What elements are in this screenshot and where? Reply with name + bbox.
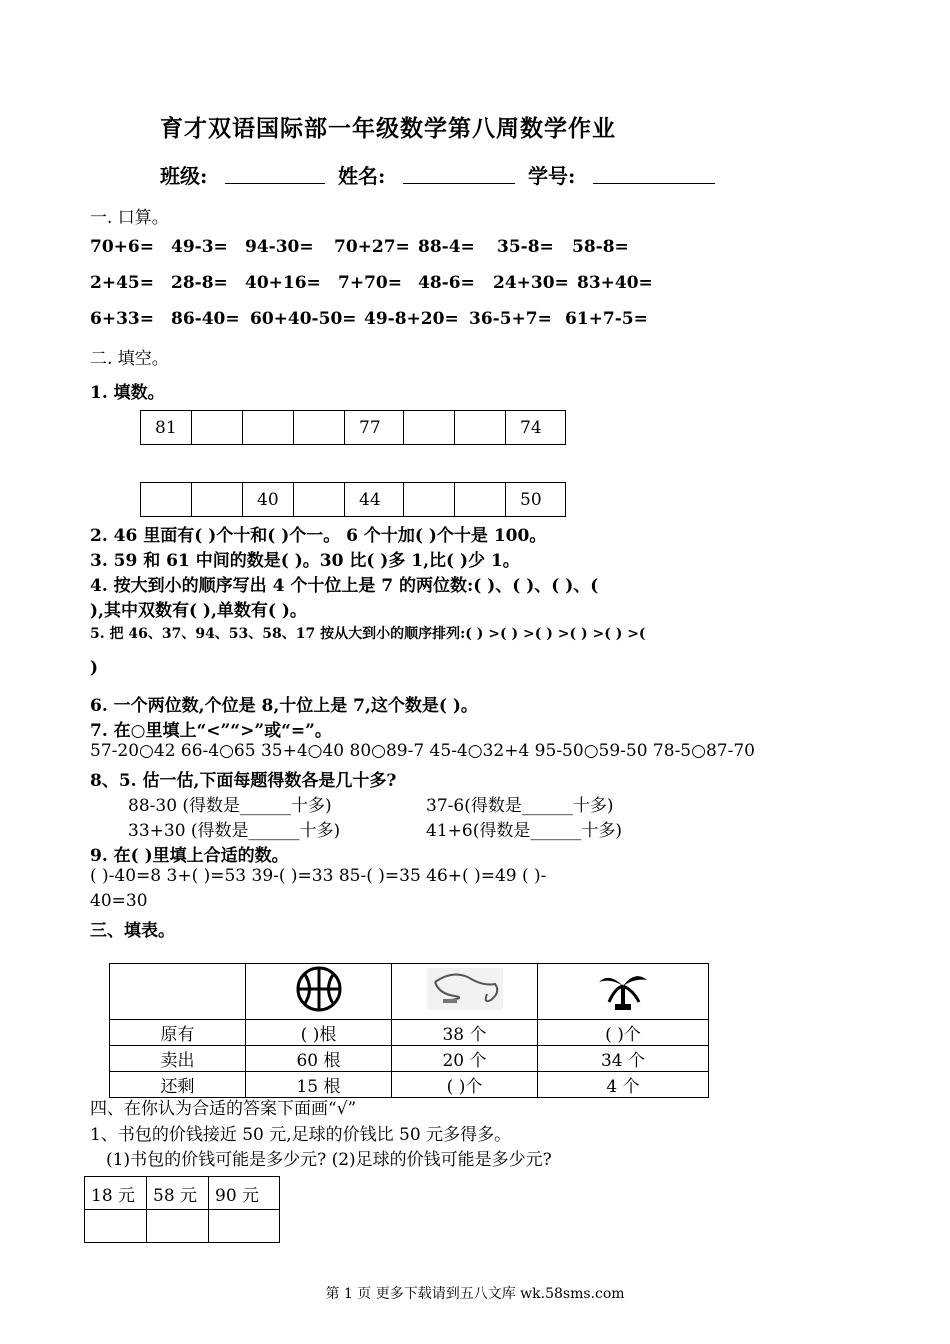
calc-item: 35-8= [497, 237, 554, 257]
calc-item: 70+6= [90, 237, 154, 257]
question-9-items: ( )-40=8 3+( )=53 39-( )=33 85-( )=35 46+( )=49 ( )- [90, 866, 547, 886]
sequence-cell[interactable] [192, 483, 243, 517]
jump-rope-icon [425, 966, 505, 1012]
section-1-title: 一. 口算。 [90, 208, 169, 228]
question-7-items: 57-20○42 66-4○65 35+4○40 80○89-7 45-4○32+4 95-50○59-50 78-5○87-70 [90, 741, 755, 761]
row-label: 还剩 [110, 1072, 246, 1098]
estimate-item: 88-30 (得数是______十多) [128, 796, 332, 816]
question-5-line-2: ) [90, 658, 99, 678]
price-option: 58 元 [147, 1177, 209, 1210]
price-table [84, 1176, 280, 1243]
table-cell: 38 个 [392, 1020, 538, 1046]
sequence-cell[interactable] [141, 483, 192, 517]
answer-cell[interactable] [147, 1210, 209, 1243]
name-blank[interactable] [403, 183, 515, 184]
table-cell[interactable]: ( )个 [392, 1072, 538, 1098]
calc-item: 83+40= [577, 273, 653, 293]
number-sequence-1 [140, 410, 566, 445]
calc-item: 60+40-50= [250, 309, 357, 329]
table-cell: 34 个 [538, 1046, 709, 1072]
table-cell: 15 根 [246, 1072, 392, 1098]
calc-item: 70+27= [334, 237, 410, 257]
calc-item: 49-3= [171, 237, 228, 257]
section-2-title: 二. 填空。 [90, 349, 169, 369]
number-sequence-2 [140, 482, 566, 517]
section-4-subquestions: (1)书包的价钱可能是多少元? (2)足球的价钱可能是多少元? [106, 1150, 552, 1170]
estimate-item: 33+30 (得数是______十多) [128, 821, 341, 841]
question-9: 9. 在( )里填上合适的数。 [90, 846, 289, 866]
calc-item: 24+30= [493, 273, 569, 293]
question-9-tail: 40=30 [90, 891, 148, 911]
table-corner [110, 964, 246, 1020]
sequence-cell: 44 [345, 483, 404, 517]
table-header-jump-rope [392, 964, 538, 1020]
question-3: 3. 59 和 61 中间的数是( )。30 比( )多 1,比( )少 1。 [90, 551, 520, 571]
calc-item: 49-8+20= [364, 309, 459, 329]
table-header-ball [246, 964, 392, 1020]
page-footer: 第 1 页 更多下载请到五八文库 wk.58sms.com [325, 1286, 625, 1302]
price-option: 90 元 [209, 1177, 280, 1210]
palm-tree-icon [595, 966, 651, 1012]
calc-item: 6+33= [90, 309, 154, 329]
name-label: 姓名: [338, 164, 386, 188]
question-8: 8、5. 估一估,下面每题得数各是几十多? [90, 771, 397, 791]
row-label: 原有 [110, 1020, 246, 1046]
sequence-cell[interactable] [243, 411, 294, 445]
calc-item: 48-6= [418, 273, 475, 293]
number-label: 学号: [528, 164, 576, 188]
question-7: 7. 在○里填上“<”“>”或“=”。 [90, 721, 332, 741]
sequence-cell: 40 [243, 483, 294, 517]
page-title: 育才双语国际部一年级数学第八周数学作业 [160, 115, 616, 142]
table-cell: 4 个 [538, 1072, 709, 1098]
calc-item: 2+45= [90, 273, 154, 293]
sequence-cell[interactable] [455, 411, 506, 445]
estimate-item: 41+6(得数是______十多) [426, 821, 622, 841]
class-blank[interactable] [225, 183, 325, 184]
calc-item: 40+16= [245, 273, 321, 293]
question-6: 6. 一个两位数,个位是 8,十位上是 7,这个数是( )。 [90, 696, 478, 716]
calc-item: 7+70= [338, 273, 402, 293]
table-cell: 60 根 [246, 1046, 392, 1072]
section-4-title: 四、在你认为合适的答案下面画“√” [90, 1099, 357, 1119]
answer-cell[interactable] [85, 1210, 147, 1243]
calc-item: 28-8= [171, 273, 228, 293]
price-option: 18 元 [85, 1177, 147, 1210]
table-cell[interactable]: ( )根 [246, 1020, 392, 1046]
answer-cell[interactable] [209, 1210, 280, 1243]
sequence-cell: 74 [506, 411, 566, 445]
question-1: 1. 填数。 [90, 383, 165, 403]
table-cell: 20 个 [392, 1046, 538, 1072]
sequence-cell[interactable] [404, 483, 455, 517]
calc-item: 88-4= [418, 237, 475, 257]
sales-table [109, 963, 709, 1098]
sequence-cell[interactable] [455, 483, 506, 517]
basketball-icon [291, 964, 347, 1014]
sequence-cell: 50 [506, 483, 566, 517]
calc-item: 86-40= [171, 309, 240, 329]
question-4-line-1: 4. 按大到小的顺序写出 4 个十位上是 7 的两位数:( )、( )、( )、( [90, 576, 599, 596]
section-3-title: 三、填表。 [90, 921, 175, 941]
sequence-cell[interactable] [294, 483, 345, 517]
calc-item: 61+7-5= [565, 309, 648, 329]
question-5-line-1: 5. 把 46、37、94、53、58、17 按从大到小的顺序排列:( ) >( ) >( ) >( ) >( ) >( [90, 626, 646, 642]
calc-item: 36-5+7= [469, 309, 552, 329]
calc-item: 58-8= [572, 237, 629, 257]
estimate-item: 37-6(得数是______十多) [426, 796, 614, 816]
calc-item: 94-30= [245, 237, 314, 257]
section-4-question-1: 1、书包的价钱接近 50 元,足球的价钱比 50 元多得多。 [90, 1125, 512, 1145]
table-cell[interactable]: ( )个 [538, 1020, 709, 1046]
question-2: 2. 46 里面有( )个十和( )个一。 6 个十加( )个十是 100。 [90, 526, 547, 546]
sequence-cell[interactable] [294, 411, 345, 445]
row-label: 卖出 [110, 1046, 246, 1072]
sequence-cell: 77 [345, 411, 404, 445]
sequence-cell: 81 [141, 411, 192, 445]
number-blank[interactable] [593, 183, 715, 184]
class-label: 班级: [160, 164, 208, 188]
sequence-cell[interactable] [404, 411, 455, 445]
table-header-plant [538, 964, 709, 1020]
sequence-cell[interactable] [192, 411, 243, 445]
question-4-line-2: ),其中双数有( ),单数有( )。 [90, 601, 307, 621]
